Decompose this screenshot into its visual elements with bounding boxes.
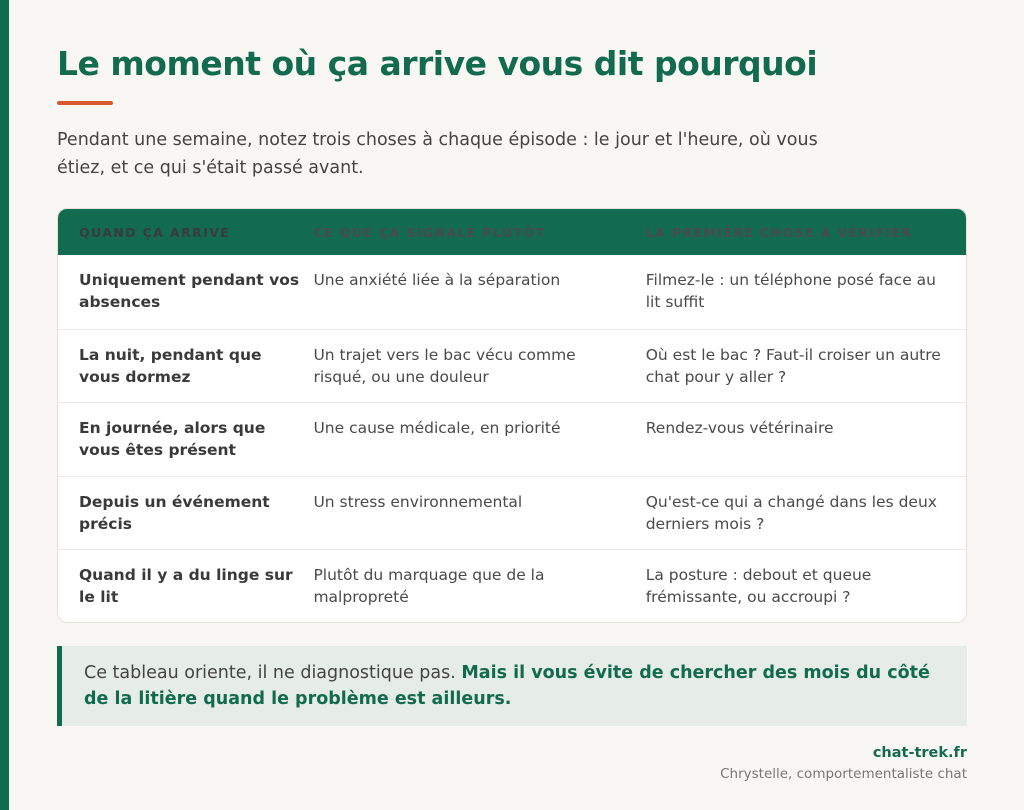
author-credit: Chrystelle, comportementaliste chat <box>720 766 967 782</box>
cell-signal: Un stress environnemental <box>313 492 523 511</box>
column-header-check: LA PREMIÈRE CHOSE À VÉRIFIER <box>645 224 913 240</box>
callout-text: Ce tableau oriente, il ne diagnostique pas. <box>84 663 462 683</box>
table-body <box>58 255 966 623</box>
table-row <box>58 329 966 403</box>
cell-check: Qu'est-ce qui a changé dans les deux derniers mois ? <box>645 492 937 533</box>
table-header <box>58 209 966 255</box>
table-row <box>58 549 966 623</box>
table-row <box>58 476 966 550</box>
cell-check: Filmez-le : un téléphone posé face au lit suffit <box>645 271 936 311</box>
cell-when: Uniquement pendant vos absences <box>79 271 300 311</box>
cell-when: Quand il y a du linge sur le lit <box>79 566 293 606</box>
table-row <box>58 255 966 329</box>
cell-check: Où est le bac ? Faut-il croiser un autre chat pour y aller ? <box>645 345 941 386</box>
column-header-signal: CE QUE ÇA SIGNALE PLUTÔT <box>313 224 546 240</box>
callout-emphasis: Mais il vous évite de chercher des mois du côté de la litière quand le problème est ailleurs. <box>84 663 930 709</box>
cell-when: Depuis un événement précis <box>79 492 270 533</box>
cell-signal: Une anxiété liée à la séparation <box>313 271 561 289</box>
cell-check: La posture : debout et queue frémissante, ou accroupi ? <box>645 566 872 606</box>
column-header-when: QUAND ÇA ARRIVE <box>79 224 231 240</box>
cell-check: Rendez-vous vétérinaire <box>645 419 834 437</box>
site-link: chat-trek.fr <box>872 745 967 761</box>
cell-signal: Une cause médicale, en priorité <box>313 419 561 437</box>
left-accent-bar <box>0 0 9 810</box>
title-underline <box>57 101 113 105</box>
table-row <box>58 402 966 476</box>
cell-when: En journée, alors que vous êtes présent <box>79 419 266 459</box>
page-title: Le moment où ça arrive vous dit pourquoi <box>57 44 818 83</box>
cell-signal: Plutôt du marquage que de la malpropreté <box>313 566 545 606</box>
timing-table <box>57 208 967 623</box>
cell-when: La nuit, pendant que vous dormez <box>79 345 262 386</box>
cell-signal: Un trajet vers le bac vécu comme risqué, ou une douleur <box>313 345 576 386</box>
callout-box <box>57 646 967 726</box>
intro-paragraph: Pendant une semaine, notez trois choses à chaque épisode : le jour et l'heure, où vous étiez, et ce qui s'était passé avant. <box>57 130 818 178</box>
